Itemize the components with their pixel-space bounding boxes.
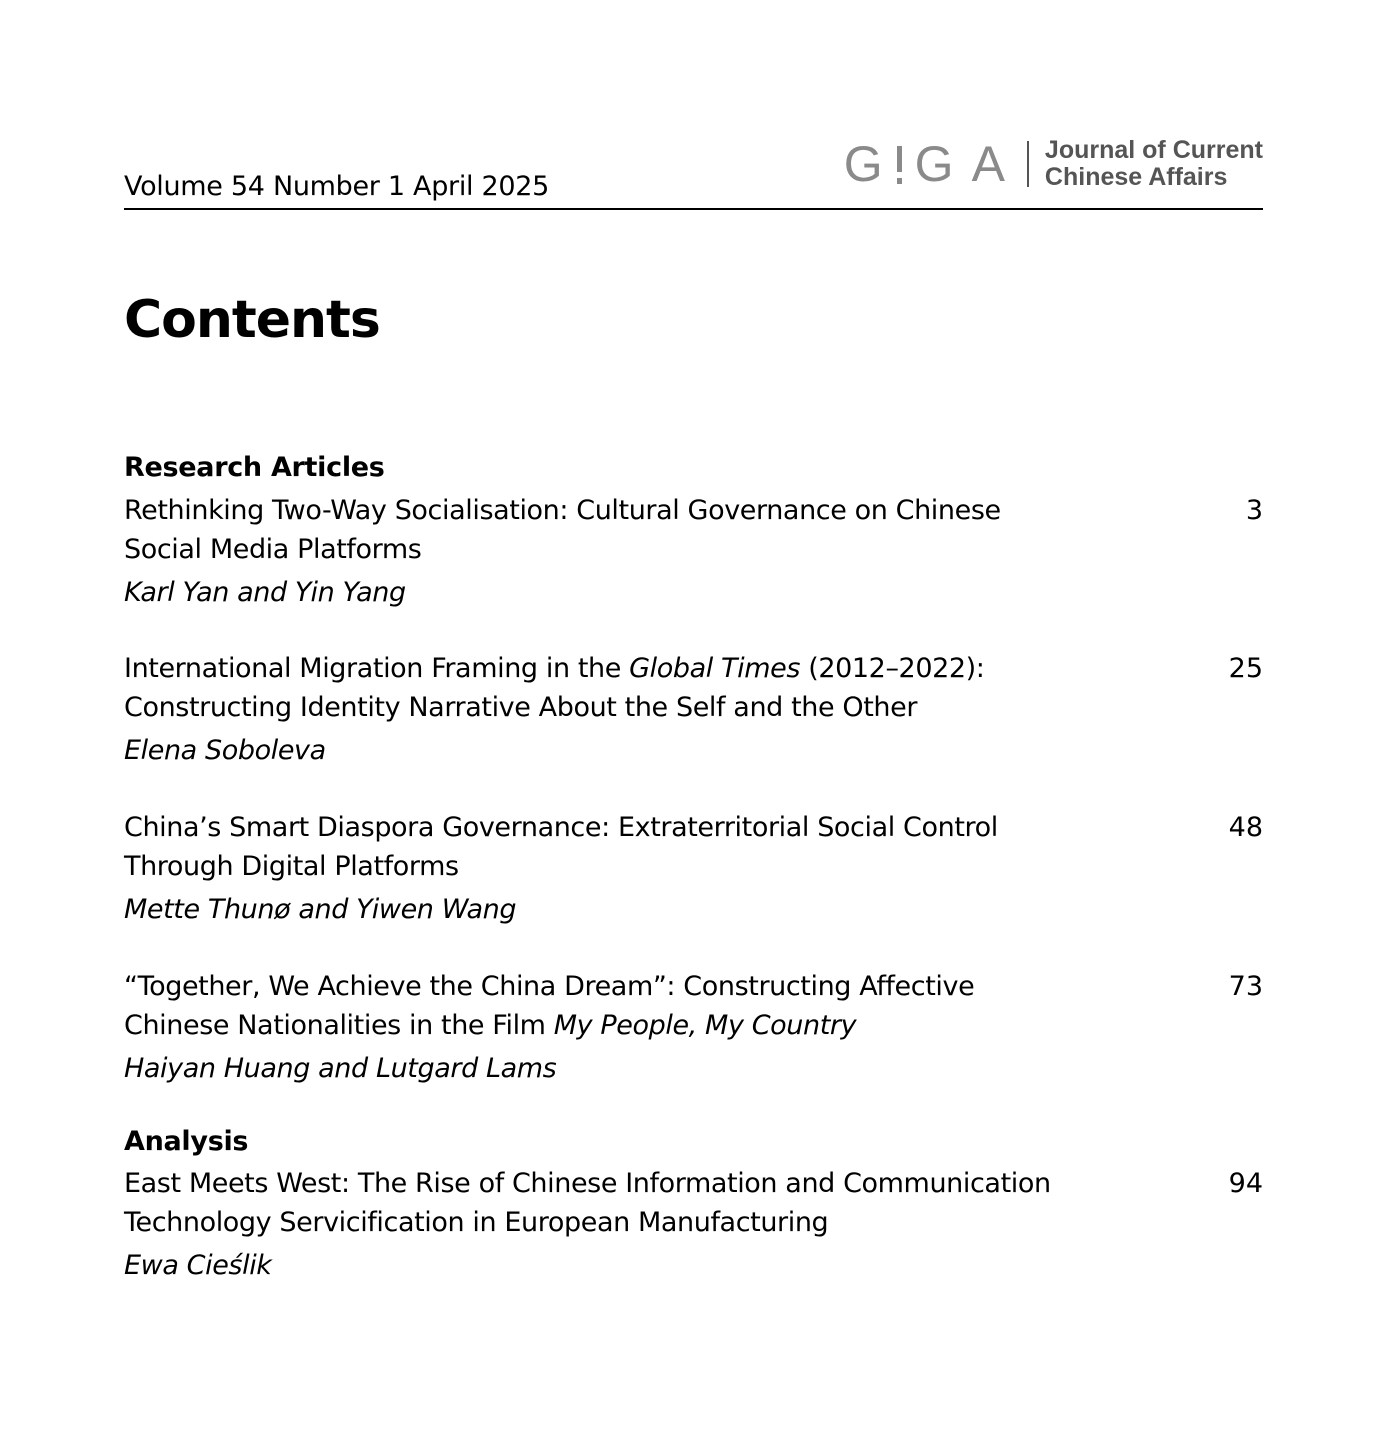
section-heading-research-articles: Research Articles — [124, 452, 385, 483]
article-authors: Mette Thunø and Yiwen Wang — [124, 894, 517, 925]
article-title: China’s Smart Diaspora Governance: Extraterritorial Social Control Through Digital Platforms — [124, 812, 998, 882]
page-number: 73 — [1228, 971, 1263, 1002]
journal-name — [1045, 137, 1263, 191]
article-authors: Haiyan Huang and Lutgard Lams — [124, 1053, 557, 1084]
section-heading-analysis: Analysis — [124, 1126, 249, 1157]
giga-logo-mark — [843, 136, 1009, 192]
toc-entry[interactable] — [124, 967, 1263, 1088]
article-authors: Elena Soboleva — [124, 735, 326, 766]
logo-divider — [1027, 141, 1029, 187]
journal-name-line2: Chinese Affairs — [1044, 163, 1228, 191]
article-authors: Karl Yan and Yin Yang — [124, 577, 406, 608]
article-authors: Ewa Cieślik — [124, 1250, 272, 1281]
page-number: 3 — [1245, 495, 1263, 526]
logo-exclamation-icon — [897, 144, 903, 184]
page-number: 48 — [1228, 812, 1263, 843]
logo-letter-g2: G — [914, 136, 958, 192]
logo-letter-g1: G — [843, 136, 887, 192]
article-title: “Together, We Achieve the China Dream”: Constructing Affective Chinese Nationalities in the Film My People, My Country — [124, 971, 975, 1041]
journal-logo — [844, 138, 1263, 190]
document-page — [124, 0, 1263, 1452]
page-title: Contents — [124, 290, 380, 350]
toc-entry[interactable] — [124, 491, 1263, 612]
page-number: 94 — [1228, 1168, 1263, 1199]
toc-entry[interactable] — [124, 649, 1263, 770]
page-header — [124, 120, 1263, 210]
toc-entry[interactable] — [124, 1164, 1263, 1285]
issue-info: Volume 54 Number 1 April 2025 — [124, 171, 550, 202]
logo-letter-a: A — [971, 136, 1009, 192]
journal-name-line1: Journal of Current — [1044, 136, 1263, 164]
article-title: East Meets West: The Rise of Chinese Information and Communication Technology Servicification in European Manufacturing — [124, 1168, 1051, 1238]
toc-entry[interactable] — [124, 808, 1263, 929]
page-number: 25 — [1228, 653, 1263, 684]
article-title: International Migration Framing in the Global Times (2012–2022): Constructing Identity Narrative About the Self and the Other — [124, 653, 985, 723]
article-title: Rethinking Two-Way Socialisation: Cultural Governance on Chinese Social Media Platforms — [124, 495, 1001, 565]
